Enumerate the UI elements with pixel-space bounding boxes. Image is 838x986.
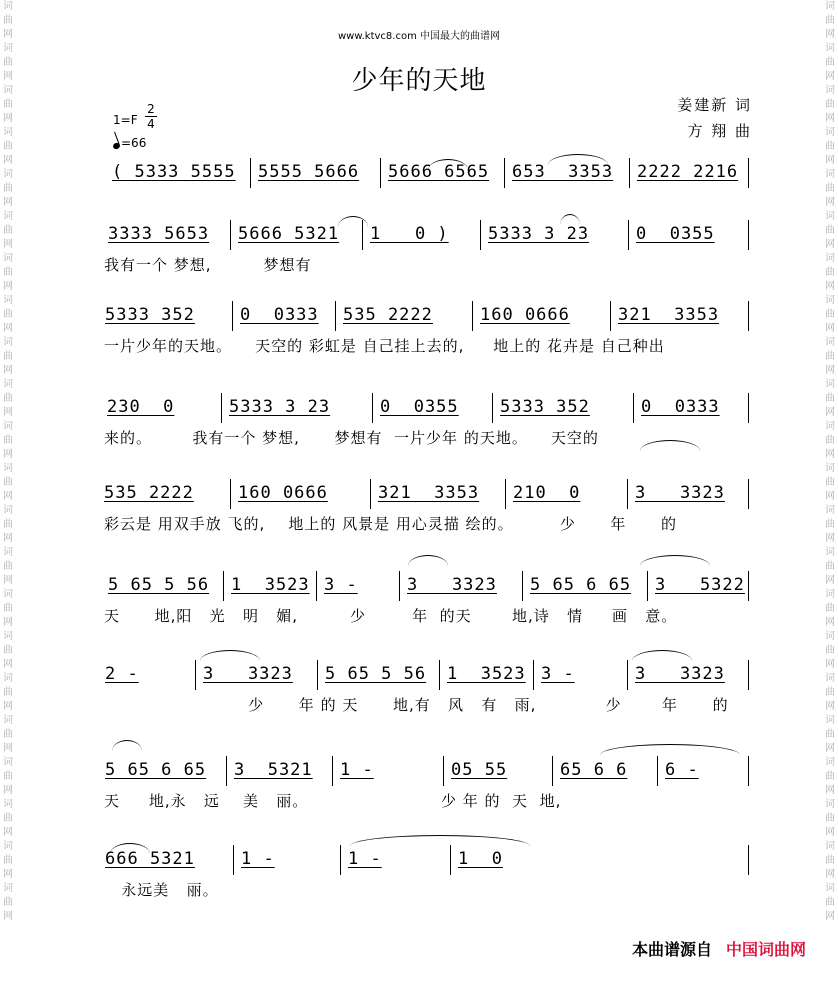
watermark-char: 曲 <box>3 183 13 194</box>
measure: 65 6 6 <box>560 760 628 780</box>
bar-line <box>748 571 749 601</box>
composer-credit: 方 翔 曲 <box>687 122 752 140</box>
watermark-char: 曲 <box>825 519 835 530</box>
lyric-line: 永远美 丽。 <box>104 881 219 899</box>
watermark-char: 词 <box>825 127 835 138</box>
slur-mark <box>110 843 150 854</box>
bar-line <box>439 660 440 690</box>
watermark-char: 曲 <box>3 57 13 68</box>
slur-mark <box>600 744 740 755</box>
watermark-char: 词 <box>825 631 835 642</box>
lyricist-credit: 姜建新 词 <box>677 96 752 114</box>
measure: 5333 3 23 <box>488 224 590 244</box>
watermark-char: 词 <box>3 169 13 180</box>
bar-line <box>472 301 473 331</box>
watermark-char: 词 <box>3 799 13 810</box>
bar-line <box>748 845 749 875</box>
measure: 653 3353 <box>512 162 614 182</box>
watermark-char: 曲 <box>3 897 13 908</box>
watermark-char: 曲 <box>3 855 13 866</box>
slur-mark <box>408 555 448 566</box>
source-label: 本曲谱源自 <box>631 940 712 959</box>
measure: 230 0 <box>107 397 175 417</box>
watermark-char: 曲 <box>3 435 13 446</box>
bar-line <box>230 220 231 250</box>
bar-line <box>230 479 231 509</box>
measure: 0 0355 <box>636 224 715 244</box>
measure: 1 - <box>241 849 275 869</box>
bar-line <box>748 301 749 331</box>
lyric-line: 一片少年的天地。 天空的 彩虹是 自己挂上去的, 地上的 花卉是 自己种出 <box>104 337 665 355</box>
slur-mark <box>112 740 142 751</box>
watermark-char: 曲 <box>3 393 13 404</box>
watermark-char: 曲 <box>3 15 13 26</box>
measure: 1 0 <box>458 849 503 869</box>
watermark-char: 网 <box>825 197 835 208</box>
watermark-char: 网 <box>825 701 835 712</box>
watermark-char: 网 <box>3 617 13 628</box>
watermark-char: 网 <box>3 407 13 418</box>
measure: 5666 6565 <box>388 162 490 182</box>
watermark-char: 曲 <box>3 141 13 152</box>
measure: 3 - <box>541 664 575 684</box>
watermark-char: 曲 <box>3 225 13 236</box>
watermark-char: 网 <box>825 407 835 418</box>
watermark-char: 曲 <box>825 267 835 278</box>
watermark-char: 词 <box>3 715 13 726</box>
watermark-char: 词 <box>3 547 13 558</box>
bar-line <box>370 479 371 509</box>
lyric-line: 天 地,阳 光 明 媚, 少 年 的天 地,诗 情 画 意。 <box>104 607 678 625</box>
measure: 1 3523 <box>447 664 526 684</box>
watermark-char: 词 <box>825 379 835 390</box>
watermark-char: 曲 <box>3 771 13 782</box>
watermark-char: 网 <box>3 155 13 166</box>
measure: 0 0333 <box>240 305 319 325</box>
watermark-char: 网 <box>825 659 835 670</box>
watermark-char: 词 <box>825 421 835 432</box>
lyric-line: 我有一个 梦想, 梦想有 <box>104 256 312 274</box>
watermark-char: 词 <box>3 337 13 348</box>
watermark-char: 网 <box>3 491 13 502</box>
measure: 1 3523 <box>231 575 310 595</box>
watermark-char: 曲 <box>825 561 835 572</box>
watermark-char: 曲 <box>825 813 835 824</box>
watermark-char: 曲 <box>825 99 835 110</box>
watermark-char: 网 <box>3 911 13 922</box>
watermark-char: 网 <box>3 365 13 376</box>
bar-line <box>748 393 749 423</box>
watermark-char: 曲 <box>825 309 835 320</box>
watermark-char: 曲 <box>825 687 835 698</box>
watermark-char: 曲 <box>3 267 13 278</box>
watermark-char: 词 <box>825 505 835 516</box>
watermark-char: 网 <box>3 449 13 460</box>
measure: 535 2222 <box>104 483 194 503</box>
watermark-char: 网 <box>825 71 835 82</box>
measure: 3 3323 <box>635 664 725 684</box>
measure: 3333 5653 <box>108 224 210 244</box>
bar-line <box>335 301 336 331</box>
watermark-char: 网 <box>825 785 835 796</box>
bar-line <box>443 756 444 786</box>
key-signature: 1=F <box>113 113 138 127</box>
watermark-char: 词 <box>825 85 835 96</box>
watermark-char: 网 <box>3 29 13 40</box>
watermark-char: 词 <box>3 43 13 54</box>
watermark-char: 词 <box>825 715 835 726</box>
watermark-char: 网 <box>3 533 13 544</box>
watermark-char: 曲 <box>825 183 835 194</box>
time-top: 2 <box>147 102 155 116</box>
watermark-char: 词 <box>3 463 13 474</box>
watermark-char: 曲 <box>825 435 835 446</box>
watermark-char: 曲 <box>825 477 835 488</box>
watermark-char: 曲 <box>825 225 835 236</box>
watermark-char: 曲 <box>825 603 835 614</box>
measure: 5333 3 23 <box>229 397 331 417</box>
watermark-char: 网 <box>3 659 13 670</box>
measure: 05 55 <box>451 760 508 780</box>
bar-line <box>195 660 196 690</box>
watermark-char: 词 <box>3 85 13 96</box>
bar-line <box>657 756 658 786</box>
watermark-char: 网 <box>3 239 13 250</box>
bar-line <box>504 158 505 188</box>
slur-mark <box>428 159 468 170</box>
watermark-char: 词 <box>825 1 835 12</box>
watermark-char: 曲 <box>3 561 13 572</box>
measure: 3 3323 <box>203 664 293 684</box>
watermark-char: 曲 <box>825 771 835 782</box>
bar-line <box>627 660 628 690</box>
bar-line <box>748 220 749 250</box>
watermark-char: 词 <box>825 673 835 684</box>
bar-line <box>628 220 629 250</box>
watermark-char: 网 <box>3 869 13 880</box>
lyric-line: 彩云是 用双手放 飞的, 地上的 风景是 用心灵描 绘的。 少 年 的 <box>104 515 678 533</box>
measure: 5 65 6 65 <box>530 575 632 595</box>
watermark-char: 词 <box>825 337 835 348</box>
watermark-char: 词 <box>825 211 835 222</box>
watermark-char: 词 <box>825 589 835 600</box>
slur-mark <box>200 650 260 661</box>
watermark-char: 词 <box>3 505 13 516</box>
bar-line <box>340 845 341 875</box>
watermark-char: 曲 <box>3 99 13 110</box>
watermark-char: 曲 <box>3 729 13 740</box>
site-url: www.ktvc8.com 中国最大的曲谱网 <box>337 31 500 42</box>
measure: 5333 352 <box>105 305 195 325</box>
bar-line <box>748 158 749 188</box>
watermark-char: 曲 <box>825 855 835 866</box>
watermark-char: 曲 <box>825 57 835 68</box>
watermark-char: 词 <box>825 295 835 306</box>
slur-mark <box>338 216 368 227</box>
bar-line <box>223 571 224 601</box>
lyric-line: 少 年 的 天 地,有 风 有 雨, 少 年 的 <box>104 696 729 714</box>
bar-line <box>610 301 611 331</box>
measure: 321 3353 <box>378 483 480 503</box>
measure: 321 3353 <box>618 305 720 325</box>
bar-line <box>748 479 749 509</box>
bar-line <box>380 158 381 188</box>
watermark-char: 网 <box>825 365 835 376</box>
watermark-char: 网 <box>825 617 835 628</box>
source-site-link[interactable]: 中国词曲网 <box>725 940 806 959</box>
measure: 3 5321 <box>234 760 313 780</box>
measure: 2222 2216 <box>637 162 739 182</box>
bar-line <box>250 158 251 188</box>
bar-line <box>505 479 506 509</box>
watermark-char: 网 <box>3 71 13 82</box>
watermark-char: 曲 <box>825 351 835 362</box>
watermark-char: 词 <box>825 757 835 768</box>
bar-line <box>232 301 233 331</box>
watermark-char: 网 <box>825 29 835 40</box>
watermark-char: 曲 <box>3 351 13 362</box>
watermark-char: 词 <box>3 211 13 222</box>
watermark-char: 词 <box>825 169 835 180</box>
watermark-char: 曲 <box>825 729 835 740</box>
watermark-char: 网 <box>3 785 13 796</box>
bar-line <box>332 756 333 786</box>
bar-line <box>627 479 628 509</box>
slur-mark <box>640 440 700 451</box>
measure: 3 3323 <box>407 575 497 595</box>
watermark-char: 词 <box>825 883 835 894</box>
bar-line <box>372 393 373 423</box>
watermark-char: 网 <box>825 575 835 586</box>
watermark-char: 网 <box>825 491 835 502</box>
watermark-char: 网 <box>3 575 13 586</box>
watermark-char: 词 <box>3 673 13 684</box>
watermark-char: 词 <box>825 43 835 54</box>
bar-line <box>316 571 317 601</box>
bar-line <box>629 158 630 188</box>
measure: 5555 5666 <box>258 162 360 182</box>
watermark-char: 词 <box>3 883 13 894</box>
measure: 1 0 ) <box>370 224 449 244</box>
watermark-char: 词 <box>3 841 13 852</box>
watermark-char: 网 <box>825 743 835 754</box>
lyric-line: 来的。 我有一个 梦想, 梦想有 一片少年 的天地。 天空的 <box>104 429 599 447</box>
watermark-char: 网 <box>3 701 13 712</box>
watermark-char: 曲 <box>3 477 13 488</box>
time-bottom: 4 <box>145 116 157 131</box>
watermark-char: 词 <box>825 463 835 474</box>
watermark-char: 词 <box>3 631 13 642</box>
measure: 535 2222 <box>343 305 433 325</box>
watermark-char: 词 <box>3 295 13 306</box>
watermark-char: 词 <box>825 547 835 558</box>
watermark-char: 词 <box>825 841 835 852</box>
watermark-char: 曲 <box>3 519 13 530</box>
measure: 0 0355 <box>380 397 459 417</box>
watermark-char: 词 <box>3 589 13 600</box>
watermark-char: 网 <box>3 113 13 124</box>
bar-line <box>533 660 534 690</box>
watermark-char: 网 <box>825 113 835 124</box>
watermark-char: 网 <box>3 743 13 754</box>
watermark-char: 网 <box>3 827 13 838</box>
bar-line <box>480 220 481 250</box>
bar-line <box>399 571 400 601</box>
watermark-char: 词 <box>3 757 13 768</box>
watermark-char: 网 <box>825 155 835 166</box>
watermark-char: 网 <box>825 239 835 250</box>
bar-line <box>552 756 553 786</box>
watermark-char: 网 <box>3 197 13 208</box>
measure: 5 65 5 56 <box>108 575 210 595</box>
song-title: 少年的天地 <box>351 66 487 96</box>
watermark-char: 曲 <box>3 603 13 614</box>
watermark-char: 网 <box>825 869 835 880</box>
watermark-char: 网 <box>825 911 835 922</box>
bar-line <box>748 756 749 786</box>
bar-line <box>233 845 234 875</box>
measure: 6 - <box>665 760 699 780</box>
lyric-line: 天 地,永 远 美 丽。 少 年 的 天 地, <box>104 792 562 810</box>
watermark-char: 曲 <box>3 309 13 320</box>
measure: 1 - <box>348 849 382 869</box>
source-credit <box>632 937 806 960</box>
bar-line <box>522 571 523 601</box>
watermark-char: 曲 <box>3 687 13 698</box>
bar-line <box>221 393 222 423</box>
watermark-char: 词 <box>3 1 13 12</box>
watermark-char: 网 <box>825 827 835 838</box>
bar-line <box>748 660 749 690</box>
measure: ( 5333 5555 <box>112 162 236 182</box>
measure: 3 5322 <box>655 575 745 595</box>
measure: 5666 5321 <box>238 224 340 244</box>
watermark-char: 网 <box>825 533 835 544</box>
watermark-char: 词 <box>3 379 13 390</box>
measure: 666 5321 <box>105 849 195 869</box>
watermark-char: 曲 <box>3 813 13 824</box>
measure: 160 0666 <box>238 483 328 503</box>
watermark-char: 曲 <box>825 15 835 26</box>
bar-line <box>317 660 318 690</box>
watermark-char: 网 <box>825 323 835 334</box>
measure: 3 - <box>324 575 358 595</box>
watermark-char: 曲 <box>825 141 835 152</box>
slur-mark <box>640 555 710 566</box>
tempo-value: =66 <box>121 136 147 150</box>
bar-line <box>492 393 493 423</box>
slur-mark <box>350 835 530 846</box>
watermark-char: 网 <box>825 449 835 460</box>
watermark-char: 词 <box>825 799 835 810</box>
measure: 1 - <box>340 760 374 780</box>
measure: 2 - <box>105 664 139 684</box>
measure: 0 0333 <box>641 397 720 417</box>
watermark-char: 词 <box>3 253 13 264</box>
watermark-char: 词 <box>825 253 835 264</box>
slur-mark <box>632 650 692 661</box>
measure: 5333 352 <box>500 397 590 417</box>
bar-line <box>647 571 648 601</box>
watermark-char: 曲 <box>825 897 835 908</box>
bar-line <box>633 393 634 423</box>
watermark-char: 网 <box>3 323 13 334</box>
watermark-char: 词 <box>3 421 13 432</box>
measure: 5 65 5 56 <box>325 664 427 684</box>
bar-line <box>226 756 227 786</box>
watermark-char: 曲 <box>825 393 835 404</box>
watermark-char: 曲 <box>3 645 13 656</box>
watermark-char: 曲 <box>825 645 835 656</box>
watermark-char: 词 <box>3 127 13 138</box>
watermark-char: 网 <box>825 281 835 292</box>
slur-mark <box>560 214 580 225</box>
watermark-char: 网 <box>3 281 13 292</box>
measure: 5 65 6 65 <box>105 760 207 780</box>
measure: 160 0666 <box>480 305 570 325</box>
bar-line <box>450 845 451 875</box>
slur-mark <box>548 154 608 165</box>
measure: 210 0 <box>513 483 581 503</box>
measure: 3 3323 <box>635 483 725 503</box>
